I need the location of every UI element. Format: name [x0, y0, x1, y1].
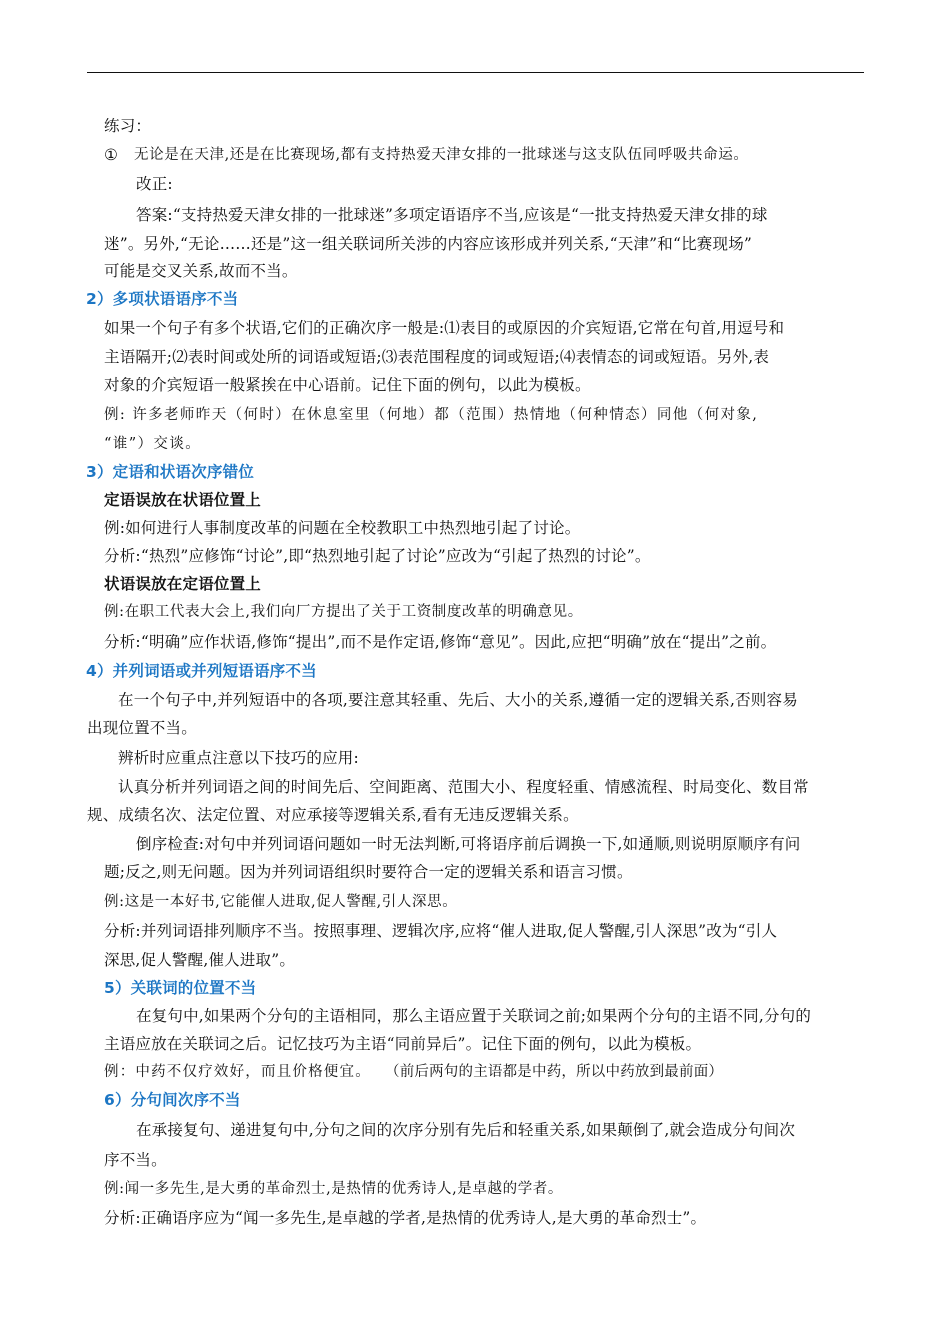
- example-line: 例: 许多老师昨天（何时）在休息室里（何地）都（范围）热情地（何种情态）同他（何对象,: [104, 407, 759, 423]
- body-line: 认真分析并列词语之间的时间先后、空间距离、范围大小、程度轻重、情感流程、时局变化、数目常: [118, 778, 809, 796]
- body-line: 倒序检查:对句中并列词语问题如一时无法判断,可将语序前后调换一下,如通顺,则说明原顺序有问: [136, 835, 801, 853]
- analysis-line: 分析:并列词语排列顺序不当。按照事理、逻辑次序,应将“催人进取,促人警醒,引人深思”改为“引人: [104, 922, 778, 940]
- example-line: 例:这是一本好书,它能催人进取,促人警醒,引人深思。: [104, 894, 458, 910]
- answer-line: 答案:“支持热爱天津女排的一批球迷”多项定语语序不当,应该是“一批支持热爱天津女排的球: [136, 206, 768, 224]
- section-heading: 2）多项状语语序不当: [86, 290, 239, 308]
- example-line: 例:闻一多先生,是大勇的革命烈士,是热情的优秀诗人,是卓越的学者。: [104, 1181, 564, 1197]
- correction-label: 改正:: [136, 175, 173, 193]
- section-heading: 5）关联词的位置不当: [104, 979, 257, 997]
- body-line: 辨析时应重点注意以下技巧的应用:: [118, 749, 359, 767]
- header-rule: [87, 72, 864, 73]
- analysis-line: 深思,促人警醒,催人进取”。: [104, 951, 296, 969]
- analysis-line: 分析:“热烈”应修饰“讨论”,即“热烈地引起了讨论”应改为“引起了热烈的讨论”。: [104, 547, 651, 565]
- section-heading: 6）分句间次序不当: [104, 1091, 241, 1109]
- example-line: 例：中药不仅疗效好，而且价格便宜。: [104, 1064, 371, 1080]
- body-line: 主语隔开;⑵表时间或处所的词语或短语;⑶表范围程度的词或短语;⑷表情态的词或短语。另外,表: [104, 348, 770, 366]
- body-line: 出现位置不当。: [87, 719, 197, 737]
- body-line: 对象的介宾短语一般紧挨在中心语前。记住下面的例句，以此为模板。: [104, 376, 591, 394]
- body-line: 在一个句子中,并列短语中的各项,要注意其轻重、先后、大小的关系,遵循一定的逻辑关系,否则容易: [118, 691, 798, 709]
- answer-line: 迷”。另外,“无论……还是”这一组关联词所关涉的内容应该形成并列关系,“天津”和“比赛现场”: [104, 235, 753, 253]
- example-line: “谁”）交谈。: [104, 436, 202, 452]
- example-line: 例:如何进行人事制度改革的问题在全校教职工中热烈地引起了讨论。: [104, 519, 581, 537]
- body-line: 在复句中,如果两个分句的主语相同，那么主语应置于关联词之前;如果两个分句的主语不同,分句的: [136, 1007, 812, 1025]
- section-heading: 4）并列词语或并列短语语序不当: [86, 662, 317, 680]
- body-line: 规、成绩名次、法定位置、对应承接等逻辑关系,看有无违反逻辑关系。: [87, 806, 579, 824]
- section-heading: 3）定语和状语次序错位: [86, 463, 254, 481]
- subheading: 状语误放在定语位置上: [104, 575, 262, 593]
- subheading: 定语误放在状语位置上: [104, 491, 262, 509]
- analysis-line: 分析:正确语序应为“闻一多先生,是卓越的学者,是热情的优秀诗人,是大勇的革命烈士”。: [104, 1209, 707, 1227]
- example-line: 例:在职工代表大会上,我们向厂方提出了关于工资制度改革的明确意见。: [104, 604, 583, 620]
- body-line: 主语应放在关联词之后。记忆技巧为主语“同前异后”。记住下面的例句，以此为模板。: [104, 1035, 702, 1053]
- body-line: 序不当。: [104, 1151, 167, 1169]
- analysis-line: 分析:“明确”应作状语,修饰“提出”,而不是作定语,修饰“意见”。因此,应把“明确”放在“提出”之前。: [104, 633, 777, 651]
- exercise-item-text: 无论是在天津,还是在比赛现场,都有支持热爱天津女排的一批球迷与这支队伍同呼吸共命运。: [134, 147, 749, 163]
- body-line: 如果一个句子有多个状语,它们的正确次序一般是:⑴表目的或原因的介宾短语,它常在句首,用逗号和: [104, 319, 785, 337]
- answer-line: 可能是交叉关系,故而不当。: [104, 262, 298, 280]
- body-line: 在承接复句、递进复句中,分句之间的次序分别有先后和轻重关系,如果颠倒了,就会造成分句间次: [136, 1121, 796, 1139]
- body-line: 题;反之,则无问题。因为并列词语组织时要符合一定的逻辑关系和语言习惯。: [104, 863, 633, 881]
- example-note: （前后两句的主语都是中药，所以中药放到最前面）: [385, 1064, 724, 1080]
- exercise-label: 练习：: [104, 117, 152, 135]
- exercise-item-marker: ①: [104, 146, 119, 164]
